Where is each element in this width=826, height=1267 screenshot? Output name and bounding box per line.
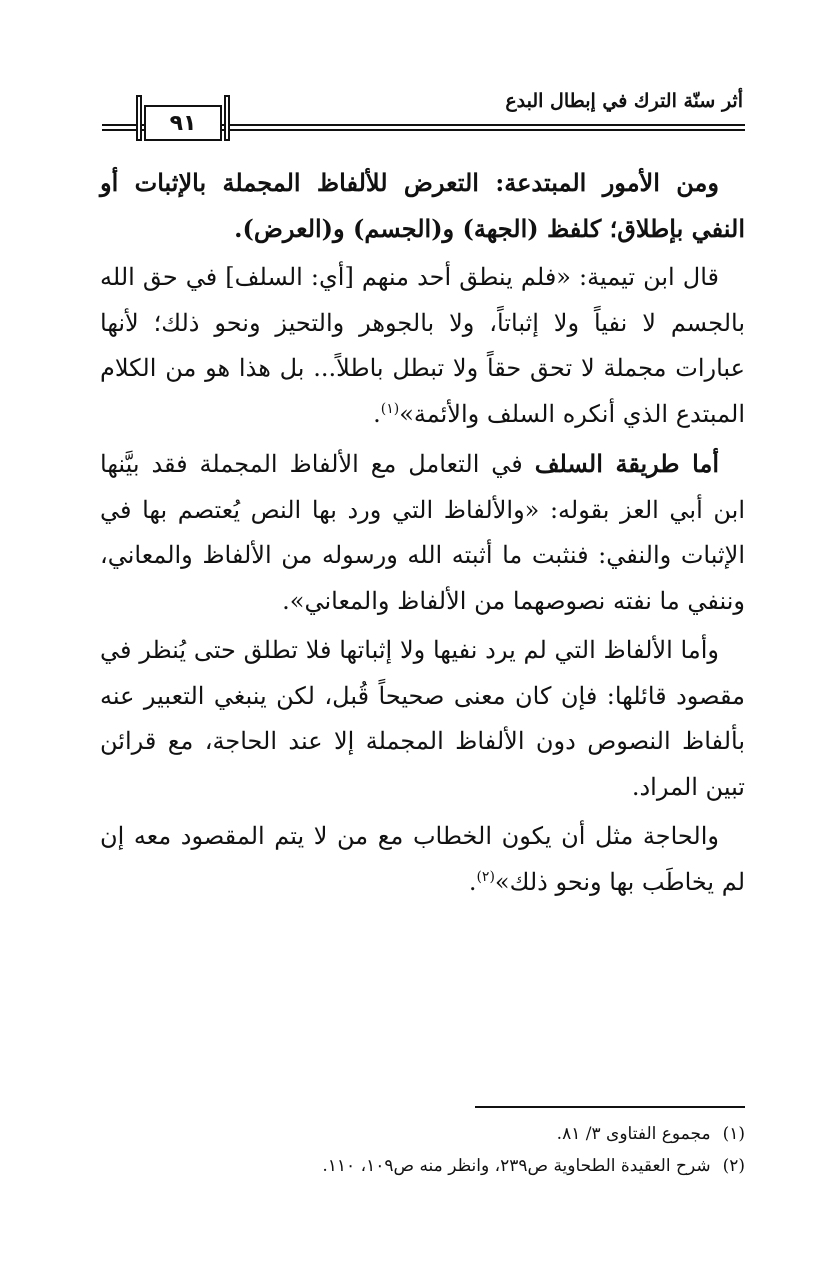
paragraph-end: . [373,399,381,428]
main-text [100,160,745,909]
paragraph-2 [100,255,745,437]
footnote-1 [100,1118,745,1150]
footnote-separator [475,1106,745,1108]
paragraph-4 [100,628,745,810]
page-number: ٩١ [169,111,197,136]
footnote-2 [100,1150,745,1182]
paragraph-text: والحاجة مثل أن يكون الخطاب مع من لا يتم المقصود معه إن لم يخاطَب بها ونحو ذلك» [100,822,745,896]
header-rule-second [222,129,745,131]
paragraph-end: . [468,867,477,896]
footnote-text: مجموع الفتاوى ٣/ ٨١. [556,1124,711,1144]
footnotes [100,1118,745,1182]
footnote-text: شرح العقيدة الطحاوية ص٢٣٩، وانظر منه ص١٠٩، ١١٠. [322,1156,711,1176]
book-title: أثر سنّة الترك في إبطال البدع [505,90,743,112]
paragraph-lead: أما طريقة السلف [534,449,719,478]
footnote-ref-2: (٢) [476,868,495,885]
running-header [100,88,745,144]
footnote-ref-1: (١) [380,400,400,417]
paragraph-text: قال ابن تيمية: «فلم ينطق أحد منهم [أي: السلف] في حق الله بالجسم لا نفياً ولا إثباتاً، ولا بالجوهر والتحيز ونحو ذلك؛ لأنها عبارات مجملة لا تحق حقاً ولا تبطل باطلاً... بل هذا هو من الكلام المبتدع الذي أنكره السلف والأئمة» [100,263,745,428]
paragraph-5 [100,814,745,905]
paragraph-text: ومن الأمور المبتدعة: التعرض للألفاظ المجملة بالإثبات أو النفي بإطلاق؛ كلفظ (الجهة) و(الجسم) و(العرض). [100,168,745,243]
footnote-number: (٢) [722,1156,745,1176]
paragraph-text: في التعامل مع الألفاظ المجملة فقد بيَّنها ابن أبي العز بقوله: «والألفاظ التي ورد بها النص يُعتصم بها في الإثبات والنفي: فنثبت ما أثبته الله ورسوله من الألفاظ والمعاني، وننفي ما نفته نصوصهما من الألفاظ والمعاني». [100,450,745,615]
paragraph-3 [100,441,745,624]
footnote-number: (١) [722,1124,745,1144]
page-number-frame [144,105,222,141]
book-page [100,88,745,1198]
paragraph-1 [100,160,745,251]
header-rule [222,124,745,126]
paragraph-text: وأما الألفاظ التي لم يرد نفيها ولا إثباتها فلا تطلق حتى يُنظر في مقصود قائلها: فإن كان معنى صحيحاً قُبل، لكن ينبغي التعبير عنه بألفاظ النصوص دون الألفاظ المجملة إلا عند الحاجة، مع قرائن تبين المراد. [100,636,745,801]
